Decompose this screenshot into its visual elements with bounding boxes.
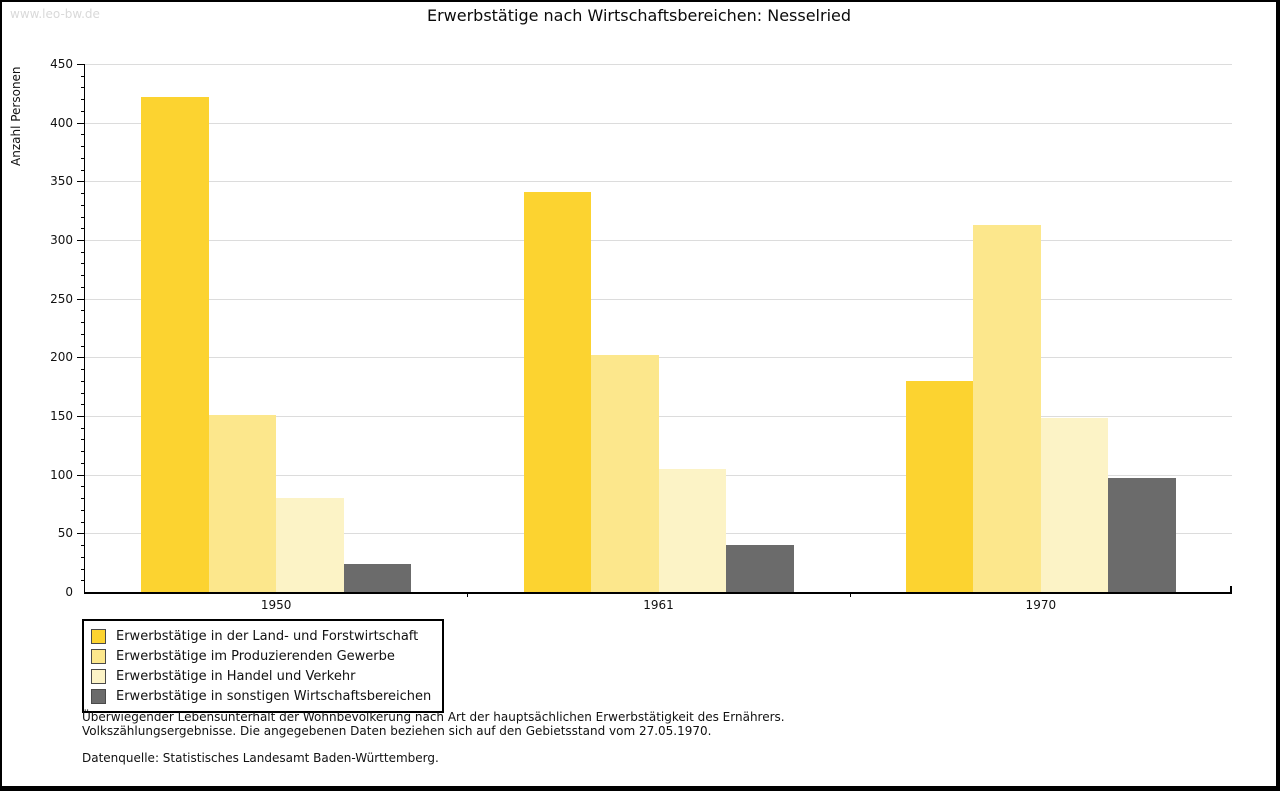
y-minor-tick <box>81 557 85 558</box>
y-tick-label: 100 <box>50 467 73 482</box>
y-gridline <box>85 357 1232 358</box>
y-minor-tick <box>81 158 85 159</box>
data-source-note: Datenquelle: Statistisches Landesamt Baden-Württemberg. <box>82 751 439 765</box>
x-axis-boundary-tick <box>467 592 468 597</box>
legend-swatch <box>91 669 106 684</box>
y-minor-tick <box>81 310 85 311</box>
y-minor-tick <box>81 334 85 335</box>
bar <box>726 545 794 592</box>
y-minor-tick <box>81 486 85 487</box>
y-minor-tick <box>81 393 85 394</box>
bar <box>591 355 659 592</box>
legend-item <box>91 686 431 706</box>
y-minor-tick <box>81 193 85 194</box>
y-minor-tick <box>81 381 85 382</box>
y-major-tick <box>77 475 85 476</box>
y-minor-tick <box>81 146 85 147</box>
x-axis-end-tick <box>1230 586 1232 592</box>
y-minor-tick <box>81 252 85 253</box>
y-major-tick <box>77 299 85 300</box>
y-major-tick <box>77 240 85 241</box>
y-major-tick <box>77 357 85 358</box>
x-tick-label: 1950 <box>260 598 292 612</box>
x-axis-boundary-tick <box>850 592 851 597</box>
watermark: www.leo-bw.de <box>10 7 100 21</box>
y-tick-label: 50 <box>57 526 73 541</box>
legend-swatch <box>91 629 106 644</box>
bar <box>209 415 277 592</box>
bar <box>524 192 592 592</box>
bar <box>659 469 727 592</box>
y-axis-label: Anzahl Personen <box>9 66 23 166</box>
y-gridline <box>85 299 1232 300</box>
bar <box>141 97 209 592</box>
plot-area <box>50 57 1232 612</box>
y-tick-label: 250 <box>50 291 73 306</box>
y-major-tick <box>77 533 85 534</box>
y-minor-tick <box>81 346 85 347</box>
y-minor-tick <box>81 170 85 171</box>
y-minor-tick <box>81 451 85 452</box>
legend-swatch <box>91 689 106 704</box>
bar <box>1041 418 1109 592</box>
y-gridline <box>85 181 1232 182</box>
footnotes <box>82 710 785 765</box>
y-minor-tick <box>81 228 85 229</box>
legend-label: Erwerbstätige in der Land- und Forstwirtschaft <box>116 628 419 644</box>
chart-title: Erwerbstätige nach Wirtschaftsbereichen: Nesselried <box>426 6 852 25</box>
y-tick-label: 300 <box>50 233 73 247</box>
y-tick-label: 200 <box>50 350 73 365</box>
y-minor-tick <box>81 322 85 323</box>
y-major-tick <box>77 181 85 182</box>
y-minor-tick <box>81 369 85 370</box>
y-tick-label: 350 <box>50 174 73 189</box>
bar <box>906 381 974 592</box>
legend-swatch <box>91 649 106 664</box>
legend-label: Erwerbstätige in sonstigen Wirtschaftsbereichen <box>116 688 432 704</box>
legend-label: Erwerbstätige in Handel und Verkehr <box>116 668 356 684</box>
legend-item <box>91 626 431 646</box>
bar <box>1108 478 1176 592</box>
y-minor-tick <box>81 287 85 288</box>
y-minor-tick <box>81 580 85 581</box>
y-minor-tick <box>81 428 85 429</box>
legend-item <box>91 646 431 666</box>
y-minor-tick <box>81 87 85 88</box>
y-minor-tick <box>81 111 85 112</box>
bar <box>276 498 344 592</box>
x-tick-label: 1961 <box>643 598 674 612</box>
bar <box>344 564 412 592</box>
bar <box>973 225 1041 592</box>
y-gridline <box>85 123 1232 124</box>
y-minor-tick <box>81 217 85 218</box>
y-minor-tick <box>81 439 85 440</box>
footnote-line: Volkszählungsergebnisse. Die angegebenen Daten beziehen sich auf den Gebietsstand vom 27.05.1970. <box>82 724 712 738</box>
y-minor-tick <box>81 134 85 135</box>
y-minor-tick <box>81 404 85 405</box>
y-minor-tick <box>81 99 85 100</box>
y-tick-label: 0 <box>65 585 73 599</box>
y-tick-label: 150 <box>50 409 73 423</box>
x-tick-label: 1970 <box>1025 598 1057 612</box>
y-gridline <box>85 64 1232 65</box>
y-gridline <box>85 240 1232 241</box>
y-minor-tick <box>81 205 85 206</box>
y-tick-label: 450 <box>50 57 73 71</box>
y-minor-tick <box>81 522 85 523</box>
y-minor-tick <box>81 498 85 499</box>
y-minor-tick <box>81 463 85 464</box>
y-minor-tick <box>81 275 85 276</box>
y-minor-tick <box>81 545 85 546</box>
y-major-tick <box>77 123 85 124</box>
y-tick-label: 400 <box>50 115 73 130</box>
legend-item <box>91 666 431 686</box>
y-minor-tick <box>81 569 85 570</box>
legend-label: Erwerbstätige im Produzierenden Gewerbe <box>116 648 395 664</box>
y-major-tick <box>77 64 85 65</box>
y-minor-tick <box>81 76 85 77</box>
y-minor-tick <box>81 510 85 511</box>
y-minor-tick <box>81 263 85 264</box>
footnote-line: Überwiegender Lebensunterhalt der Wohnbevölkerung nach Art der hauptsächlichen Erwerbstätigkeit des Ernährers. <box>82 710 785 724</box>
y-major-tick <box>77 416 85 417</box>
legend <box>82 619 444 713</box>
